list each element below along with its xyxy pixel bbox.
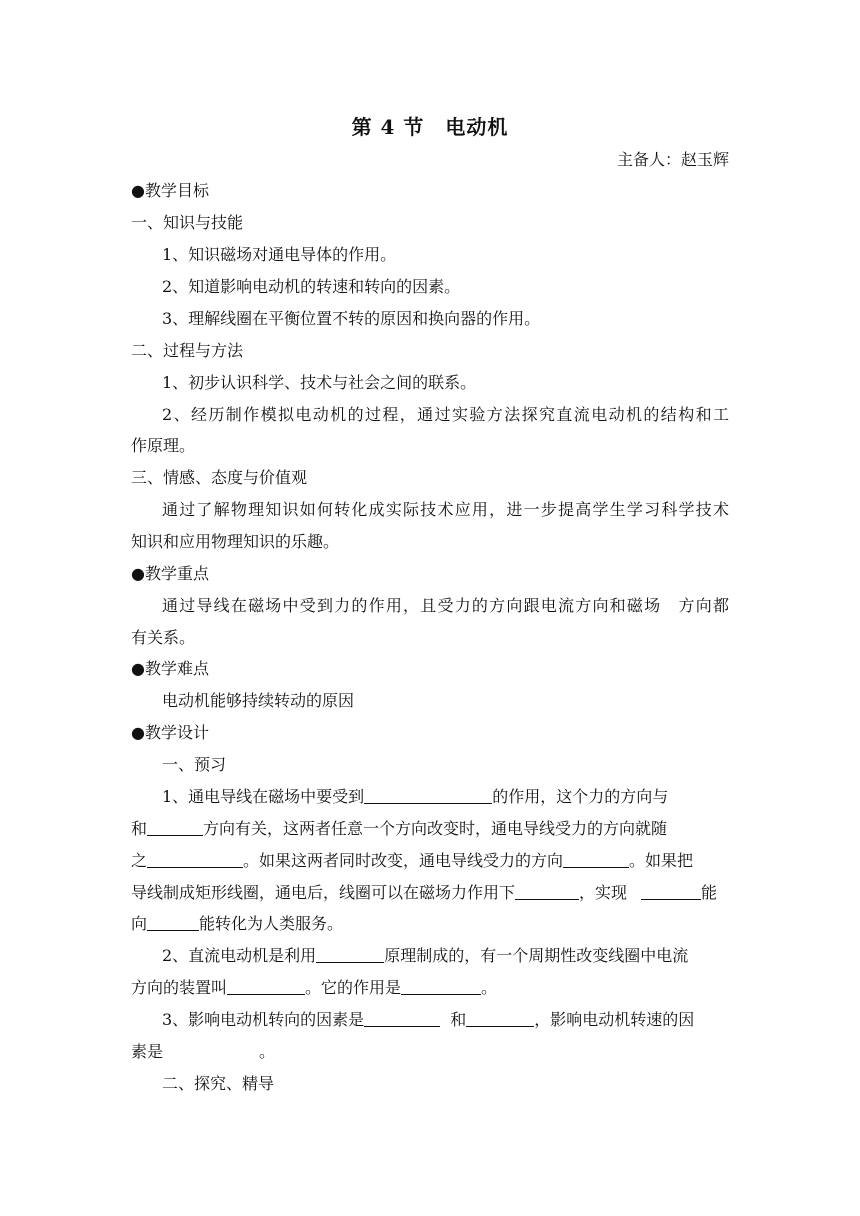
fill-blank[interactable] (401, 978, 481, 995)
fill-blank[interactable] (466, 1010, 534, 1027)
explore-heading: 二、探究、精导 (162, 1074, 275, 1093)
question-3-line-2: 素是 。 (131, 1042, 276, 1061)
goal-item: 2、经历制作模拟电动机的过程，通过实验方法探究直流电动机的结构和工 (162, 405, 729, 424)
goal-item: 3、理解线圈在平衡位置不转的原因和换向器的作用。 (162, 309, 541, 328)
key-points-text-cont: 有关系。 (131, 628, 196, 647)
design-heading: ●教学设计 (131, 723, 209, 742)
key-points-heading: ●教学重点 (131, 564, 209, 583)
fill-blank[interactable] (147, 819, 203, 836)
fill-blank[interactable] (147, 914, 199, 931)
goal-item: 1、知识磁场对通电导体的作用。 (162, 245, 397, 264)
section-process-method: 二、过程与方法 (131, 341, 244, 360)
question-1-line-1: 1、通电导线在磁场中要受到 的作用，这个力的方向与 (162, 787, 669, 806)
preview-heading: 一、预习 (162, 755, 227, 774)
page-title: 第 4 节 电动机 (351, 115, 509, 139)
section-emotion-values: 三、情感、态度与价值观 (131, 468, 308, 487)
fill-blank[interactable] (641, 883, 701, 900)
question-1-line-5: 向 能转化为人类服务。 (131, 914, 344, 933)
fill-blank[interactable] (364, 1010, 440, 1027)
fill-blank[interactable] (563, 851, 629, 868)
goal-item: 2、知道影响电动机的转速和转向的因素。 (162, 277, 461, 296)
author-line: 主备人：赵玉辉 (616, 150, 729, 169)
question-2-line-1: 2、直流电动机是利用 原理制成的，有一个周期性改变线圈中电流 (162, 946, 689, 965)
fill-blank[interactable] (147, 851, 243, 868)
question-1-line-4: 导线制成矩形线圈，通电后，线圈可以在磁场力作用下 ，实现 能 (131, 883, 718, 902)
question-3-line-1: 3、影响电动机转向的因素是 和 ，影响电动机转速的因 (162, 1010, 695, 1029)
question-2-line-2: 方向的装置叫 。它的作用是 。 (131, 978, 498, 997)
goal-paragraph: 通过了解物理知识如何转化成实际技术应用，进一步提高学生学习科学技术 (162, 500, 729, 519)
question-1-line-3: 之 。如果这两者同时改变，通电导线受力的方向 。如果把 (131, 851, 694, 870)
fill-blank[interactable] (227, 978, 305, 995)
fill-blank[interactable] (364, 787, 492, 804)
section-knowledge-skills: 一、知识与技能 (131, 213, 244, 232)
goal-paragraph-cont: 知识和应用物理知识的乐趣。 (131, 532, 340, 551)
goals-heading: ●教学目标 (131, 181, 209, 200)
question-1-line-2: 和 方向有关，这两者任意一个方向改变时，通电导线受力的方向就随 (131, 819, 668, 838)
fill-blank[interactable] (316, 946, 384, 963)
difficult-points-text: 电动机能够持续转动的原因 (162, 691, 355, 710)
fill-blank[interactable] (515, 883, 579, 900)
goal-item-cont: 作原理。 (131, 436, 196, 455)
goal-item: 1、初步认识科学、技术与社会之间的联系。 (162, 373, 477, 392)
key-points-text: 通过导线在磁场中受到力的作用，且受力的方向跟电流方向和磁场 方向都 (162, 596, 729, 615)
difficult-points-heading: ●教学难点 (131, 659, 209, 678)
